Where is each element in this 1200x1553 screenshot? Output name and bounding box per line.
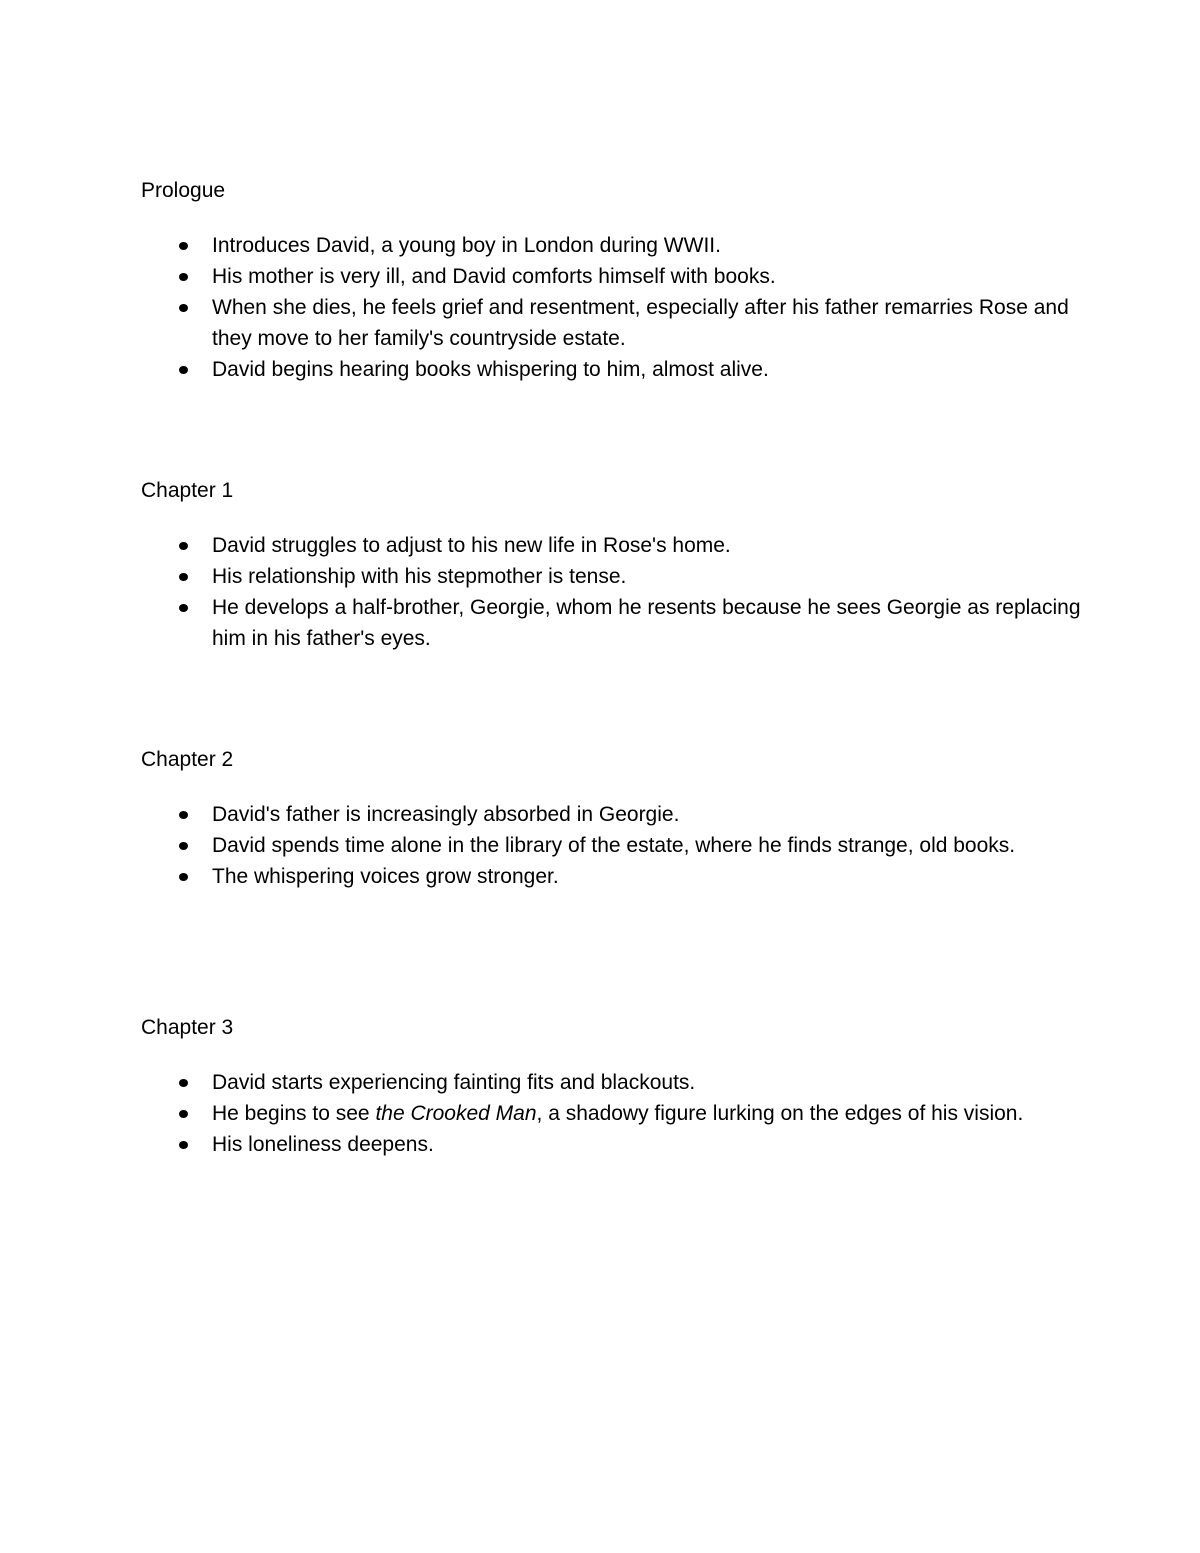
list-item-text-after: , a shadowy figure lurking on the edges of his vision. [536,1102,1024,1125]
section-heading: Chapter 3 [141,1016,234,1039]
list-item [141,561,1081,592]
list-item-text-before: He begins to see [212,1102,376,1125]
section-heading: Chapter 2 [141,748,234,771]
bullet-icon [179,573,188,581]
book-title-italic: the Crooked Man [375,1102,537,1125]
list-item-text: His loneliness deepens. [212,1133,434,1156]
list-item-text: David's father is increasingly absorbed in Georgie. [212,803,680,826]
list-item [141,530,1081,561]
list-item [141,354,1081,385]
bullet-icon [179,273,188,281]
list-item [141,799,1081,830]
bullet-icon [179,604,188,612]
bullet-icon [179,1110,188,1118]
list-item [141,1098,1081,1129]
list-item-text: His relationship with his stepmother is tense. [212,565,627,588]
bullet-icon [179,842,188,850]
list-item-text: David starts experiencing fainting fits and blackouts. [212,1071,696,1094]
bullet-icon [179,1141,188,1149]
list-item-text: When she dies, he feels grief and resentment, especially after his father remarries Rose and they move to her family's countryside estate. [212,296,1069,350]
bullet-icon [179,304,188,312]
bullet-list [141,230,1081,385]
section-heading: Prologue [141,179,226,202]
list-item-text: He develops a half-brother, Georgie, whom he resents because he sees Georgie as replacing him in his father's eyes. [212,596,1081,650]
list-item [141,1067,1081,1098]
list-item-text: David begins hearing books whispering to him, almost alive. [212,358,769,381]
section-heading: Chapter 1 [141,479,234,502]
list-item-text [212,1098,1081,1129]
section-chapter-1 [141,475,1081,654]
list-item-text: His mother is very ill, and David comforts himself with books. [212,265,776,288]
list-item-text: The whispering voices grow stronger. [212,865,559,888]
bullet-icon [179,242,188,250]
bullet-icon [179,1079,188,1087]
list-item-text: Introduces David, a young boy in London during WWII. [212,234,721,257]
section-prologue [141,175,1081,385]
list-item [141,292,1081,354]
list-item [141,592,1081,654]
list-item [141,1129,1081,1160]
section-chapter-2 [141,744,1081,892]
bullet-list [141,1067,1081,1160]
bullet-list [141,799,1081,892]
list-item [141,830,1081,861]
bullet-icon [179,366,188,374]
bullet-icon [179,542,188,550]
list-item [141,261,1081,292]
bullet-icon [179,811,188,819]
section-chapter-3 [141,1012,1081,1160]
list-item [141,230,1081,261]
bullet-list [141,530,1081,654]
list-item [141,861,1081,892]
list-item-text: David struggles to adjust to his new life in Rose's home. [212,534,731,557]
bullet-icon [179,873,188,881]
list-item-text: David spends time alone in the library of the estate, where he finds strange, old books. [212,834,1016,857]
